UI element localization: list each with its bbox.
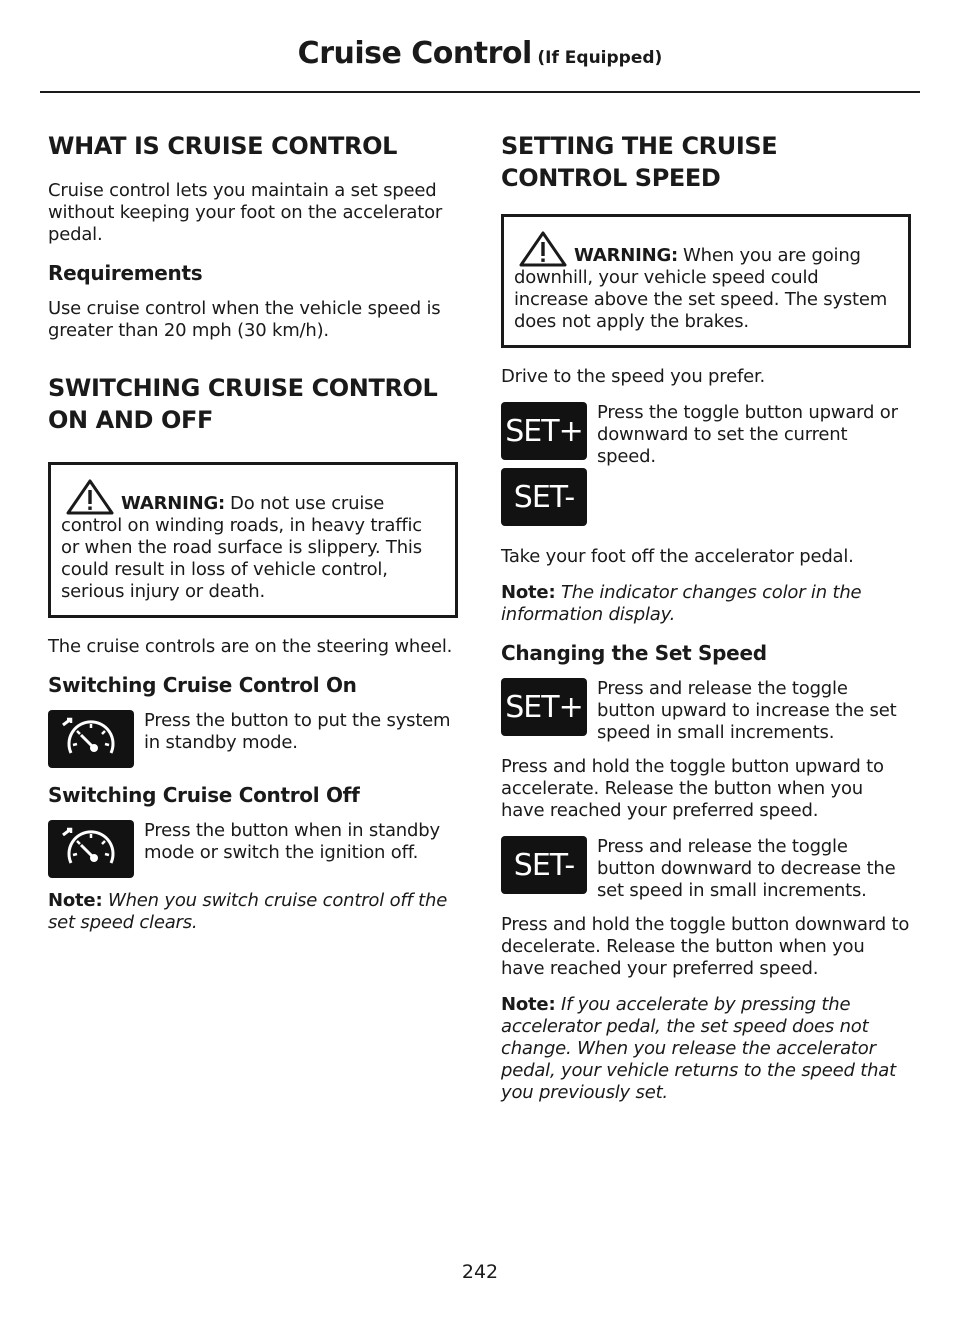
increase-description: Press and release the toggle button upward to increase the set speed in small increments. (597, 678, 897, 743)
warning-triangle-icon (65, 479, 115, 515)
switching-on-heading: Switching Cruise Control On (48, 673, 357, 697)
warning-triangle-icon (518, 231, 568, 267)
note-indicator-color (501, 582, 911, 626)
switching-off-row (48, 820, 458, 878)
setting-speed-heading (501, 130, 911, 194)
set-plus-label: SET+ (505, 689, 583, 725)
switching-off-heading: Switching Cruise Control Off (48, 783, 360, 807)
warning-text-rest: control on winding roads, in heavy traffic or when the road surface is slippery. This could result in loss of vehicle control, serious injury or death. (61, 515, 422, 602)
set-minus-label: SET- (513, 479, 575, 515)
hold-down-text: Press and hold the toggle button downward to decelerate. Release the button when you have reached your preferred speed. (501, 914, 910, 979)
set-button-stack (501, 402, 587, 534)
note-label: Note: (501, 582, 556, 603)
increase-row (501, 678, 911, 744)
set-minus-button-icon (501, 468, 587, 526)
warning-label: WARNING: (574, 245, 679, 266)
what-is-heading: WHAT IS CRUISE CONTROL (48, 132, 397, 160)
page-title: Cruise Control (297, 36, 532, 71)
note-set-speed-clears (48, 890, 458, 934)
switching-heading-line1: SWITCHING CRUISE CONTROL (48, 374, 438, 402)
left-column (48, 130, 458, 948)
warning-head (514, 231, 898, 267)
switching-heading-line2: ON AND OFF (48, 406, 213, 434)
switching-off-description: Press the button when in standby mode or switch the ignition off. (144, 820, 440, 863)
set-plus-button-icon (501, 402, 587, 460)
set-plus-button-icon (501, 678, 587, 736)
page-header (0, 36, 960, 71)
page-number: 242 (461, 1261, 499, 1283)
what-is-body: Cruise control lets you maintain a set speed without keeping your foot on the accelerator pedal. (48, 180, 443, 245)
hold-up-text: Press and hold the toggle button upward to accelerate. Release the button when you have reached your preferred speed. (501, 756, 884, 821)
note-accelerator (501, 994, 911, 1104)
decrease-description: Press and release the toggle button downward to decrease the set speed in small increments. (597, 836, 896, 901)
set-minus-button-icon (501, 836, 587, 894)
header-divider (40, 91, 920, 93)
requirements-body: Use cruise control when the vehicle speed is greater than 20 mph (30 km/h). (48, 298, 441, 341)
warning-text-rest: downhill, your vehicle speed could increase above the set speed. The system does not apply the brakes. (514, 267, 888, 332)
warning-box-winding-roads (48, 462, 458, 618)
warning-text-start: When you are going (683, 245, 861, 266)
set-toggle-row (501, 402, 911, 534)
changing-speed-heading: Changing the Set Speed (501, 641, 767, 665)
foot-off-text: Take your foot off the accelerator pedal. (501, 546, 854, 567)
decrease-row (501, 836, 911, 902)
warning-head (61, 479, 445, 515)
toggle-description: Press the toggle button upward or downward to set the current speed. (597, 402, 898, 467)
cruise-control-icon (59, 715, 123, 763)
set-plus-label: SET+ (505, 413, 583, 449)
switching-on-description: Press the button to put the system in standby mode. (144, 710, 451, 753)
switching-on-row (48, 710, 458, 768)
note-label: Note: (48, 890, 103, 911)
note-text: If you accelerate by pressing the accelerator pedal, the set speed does not change. When you release the accelerator pedal, your vehicle returns to the speed that you previously set. (501, 994, 896, 1103)
setting-heading-line2: CONTROL SPEED (501, 164, 721, 192)
note-label: Note: (501, 994, 556, 1015)
warning-label: WARNING: (121, 493, 226, 514)
warning-text-start: Do not use cruise (230, 493, 385, 514)
note-text: The indicator changes color in the information display. (501, 582, 862, 625)
cruise-control-button-on (48, 710, 134, 768)
note-text: When you switch cruise control off the set speed clears. (48, 890, 448, 933)
cruise-control-button-off (48, 820, 134, 878)
right-column (501, 130, 911, 1118)
drive-to-speed-text: Drive to the speed you prefer. (501, 366, 766, 387)
cruise-control-icon (59, 825, 123, 873)
set-minus-label: SET- (513, 847, 575, 883)
warning-box-downhill (501, 214, 911, 348)
requirements-heading: Requirements (48, 261, 203, 285)
page-title-qualifier: (If Equipped) (537, 48, 663, 68)
controls-location-text: The cruise controls are on the steering wheel. (48, 636, 453, 657)
switching-heading (48, 372, 458, 436)
setting-heading-line1: SETTING THE CRUISE (501, 132, 778, 160)
